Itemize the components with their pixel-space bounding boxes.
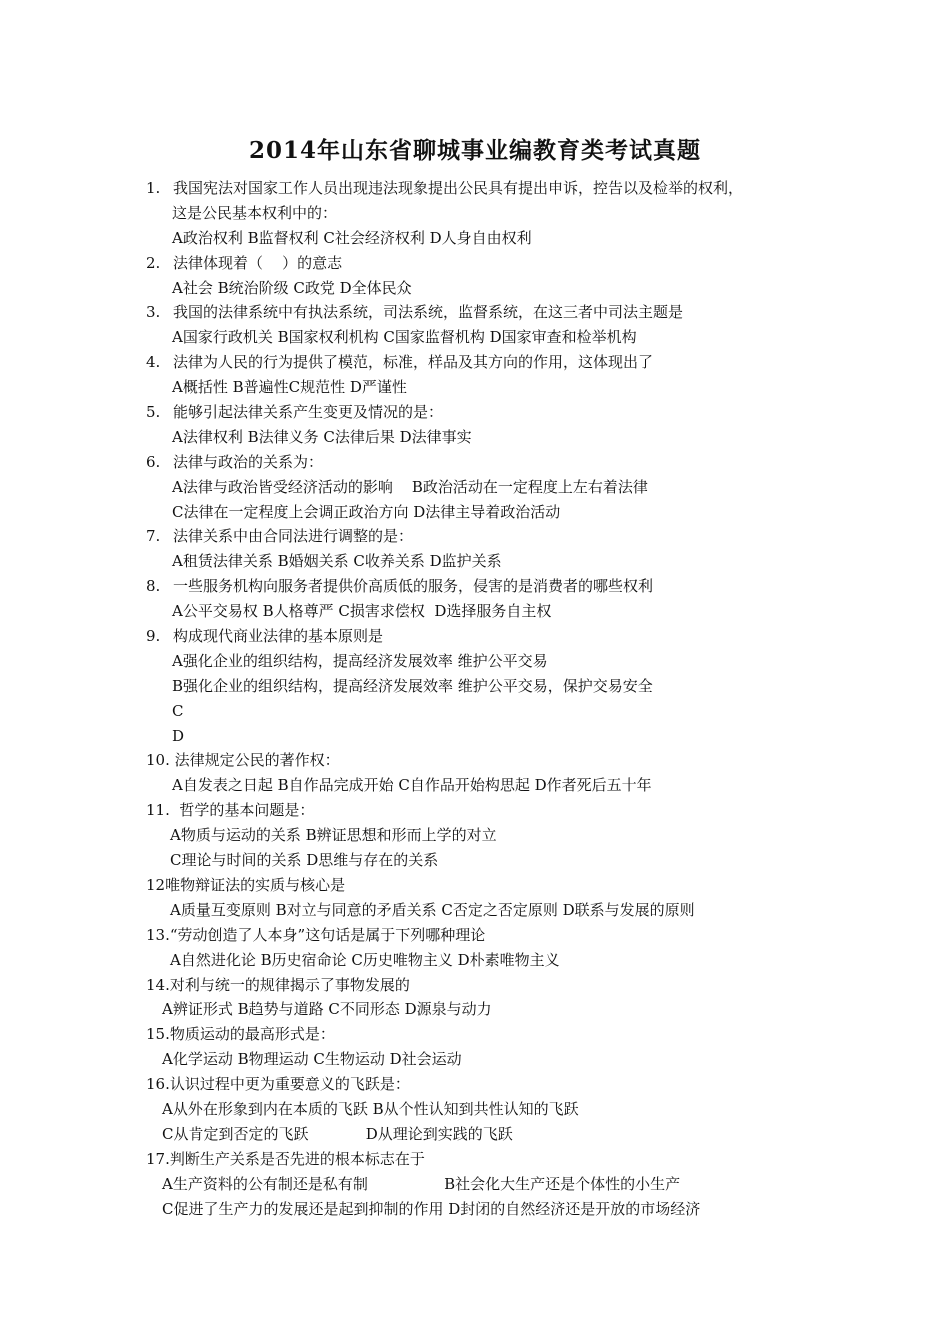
line-text: 法律为人民的行为提供了模范，标准，样品及其方向的作用，这体现出了 bbox=[173, 353, 654, 372]
line-text: 10. 法律规定公民的著作权： bbox=[146, 751, 340, 770]
line-text: 法律体现着（ ）的意志 bbox=[173, 253, 343, 272]
question-line bbox=[146, 574, 826, 599]
question-number: 4. bbox=[146, 353, 161, 372]
line-text: C从肯定到否定的飞跃 D从理论到实践的飞跃 bbox=[162, 1124, 513, 1143]
line-text: B强化企业的组织结构，提高经济发展效率 维护公平交易，保护交易安全 bbox=[172, 676, 653, 695]
text-line bbox=[146, 475, 826, 500]
line-text: A生产资料的公有制还是私有制 B社会化大生产还是个体性的小生产 bbox=[162, 1174, 681, 1193]
line-text: 12唯物辩证法的实质与核心是 bbox=[146, 875, 346, 894]
line-text: A物质与运动的关系 B辨证思想和形而上学的对立 bbox=[170, 826, 497, 845]
line-text: C理论与时间的关系 D思维与存在的关系 bbox=[170, 851, 439, 870]
line-text: A概括性 B普遍性C规范性 D严谨性 bbox=[172, 378, 407, 397]
line-text: C法律在一定程度上会调正政治方向 D法律主导着政治活动 bbox=[172, 502, 561, 521]
line-text: 14.对利与统一的规律揭示了事物发展的 bbox=[146, 975, 410, 994]
text-line bbox=[146, 699, 826, 724]
line-text: A社会 B统治阶级 C政党 D全体民众 bbox=[172, 278, 412, 297]
text-line bbox=[146, 226, 826, 251]
line-text: A从外在形象到内在本质的飞跃 B从个性认知到共性认知的飞跃 bbox=[162, 1099, 579, 1118]
text-line bbox=[146, 997, 826, 1022]
line-text: 法律关系中由合同法进行调整的是： bbox=[173, 527, 414, 546]
question-number: 9. bbox=[146, 627, 161, 646]
line-text: 我国宪法对国家工作人员出现违法现象提出公民具有提出申诉，控告以及检举的权利， bbox=[173, 179, 744, 197]
question-number: 2. bbox=[146, 253, 161, 272]
line-text: 15.物质运动的最高形式是： bbox=[146, 1025, 335, 1044]
line-text: 法律与政治的关系为： bbox=[173, 452, 324, 471]
question-number: 5. bbox=[146, 403, 161, 422]
text-line bbox=[146, 1047, 826, 1072]
text-line bbox=[146, 674, 826, 699]
line-text: A自然进化论 B历史宿命论 C历史唯物主义 D朴素唯物主义 bbox=[170, 950, 560, 969]
line-text: 我国的法律系统中有执法系统，司法系统，监督系统，在这三者中司法主题是 bbox=[173, 303, 684, 322]
text-line bbox=[146, 823, 826, 848]
line-text: 能够引起法律关系产生变更及情况的是： bbox=[173, 403, 444, 422]
text-line bbox=[146, 898, 826, 923]
line-text: 构成现代商业法律的基本原则是 bbox=[173, 627, 384, 646]
text-line bbox=[146, 948, 826, 973]
line-text: 一些服务机构向服务者提供价高质低的服务，侵害的是消费者的哪些权利 bbox=[173, 577, 654, 596]
line-text: 13.“劳动创造了人本身”这句话是属于下列哪种理论 bbox=[146, 925, 486, 944]
question-line bbox=[146, 350, 826, 375]
document-title: 2014年山东省聊城事业编教育类考试真题 bbox=[248, 137, 701, 164]
question-list bbox=[146, 176, 826, 1221]
text-line bbox=[146, 549, 826, 574]
text-line bbox=[146, 1172, 826, 1197]
text-line bbox=[146, 773, 826, 798]
text-line bbox=[146, 748, 826, 773]
text-line bbox=[146, 873, 826, 898]
text-line bbox=[146, 599, 826, 624]
text-line bbox=[146, 973, 826, 998]
text-line bbox=[146, 1197, 826, 1222]
text-line bbox=[146, 500, 826, 525]
question-line bbox=[146, 624, 826, 649]
line-text: 11. 哲学的基本问题是： bbox=[146, 801, 315, 820]
line-text: A租赁法律关系 B婚姻关系 C收养关系 D监护关系 bbox=[172, 552, 502, 571]
text-line bbox=[146, 1122, 826, 1147]
text-line bbox=[146, 724, 826, 749]
text-line bbox=[146, 1097, 826, 1122]
line-text: A强化企业的组织结构，提高经济发展效率 维护公平交易 bbox=[172, 651, 548, 670]
text-line bbox=[146, 201, 826, 226]
question-number: 8. bbox=[146, 577, 161, 596]
text-line bbox=[146, 649, 826, 674]
text-line bbox=[146, 1022, 826, 1047]
text-line bbox=[146, 923, 826, 948]
question-number: 7. bbox=[146, 527, 161, 546]
line-text: A法律与政治皆受经济活动的影响 B政治活动在一定程度上左右着法律 bbox=[172, 477, 648, 496]
text-line bbox=[146, 276, 826, 301]
text-line bbox=[146, 325, 826, 350]
line-text: A化学运动 B物理运动 C生物运动 D社会运动 bbox=[162, 1050, 462, 1069]
text-line bbox=[146, 1147, 826, 1172]
question-number: 6. bbox=[146, 452, 161, 471]
line-text: 这是公民基本权利中的： bbox=[172, 203, 338, 222]
question-line bbox=[146, 300, 826, 325]
line-text: D bbox=[172, 726, 185, 745]
line-text: A自发表之日起 B自作品完成开始 C自作品开始构思起 D作者死后五十年 bbox=[172, 776, 652, 795]
question-line bbox=[146, 524, 826, 549]
line-text: A法律权利 B法律义务 C法律后果 D法律事实 bbox=[172, 427, 472, 446]
line-text: C促进了生产力的发展还是起到抑制的作用 D封闭的自然经济还是开放的市场经济 bbox=[162, 1199, 701, 1218]
line-text: C bbox=[172, 701, 184, 720]
line-text: 17.判断生产关系是否先进的根本标志在于 bbox=[146, 1149, 425, 1168]
question-line bbox=[146, 251, 826, 276]
line-text: A辨证形式 B趋势与道路 C不同形态 D源泉与动力 bbox=[162, 1000, 492, 1019]
text-line bbox=[146, 425, 826, 450]
text-line bbox=[146, 798, 826, 823]
line-text: 16.认识过程中更为重要意义的飞跃是： bbox=[146, 1075, 410, 1094]
line-text: A政治权利 B监督权利 C社会经济权利 D人身自由权利 bbox=[172, 228, 532, 247]
line-text: A国家行政机关 B国家权利机构 C国家监督机构 D国家审查和检举机构 bbox=[172, 328, 637, 347]
text-line bbox=[146, 375, 826, 400]
line-text: A质量互变原则 B对立与同意的矛盾关系 C否定之否定原则 D联系与发展的原则 bbox=[170, 900, 695, 919]
line-text: A公平交易权 B人格尊严 C损害求偿权 D选择服务自主权 bbox=[172, 602, 552, 621]
question-line bbox=[146, 450, 826, 475]
question-line bbox=[146, 400, 826, 425]
question-line bbox=[146, 176, 826, 201]
text-line bbox=[146, 1072, 826, 1097]
question-number: 1. bbox=[146, 179, 161, 197]
question-number: 3. bbox=[146, 303, 161, 322]
text-line bbox=[146, 848, 826, 873]
